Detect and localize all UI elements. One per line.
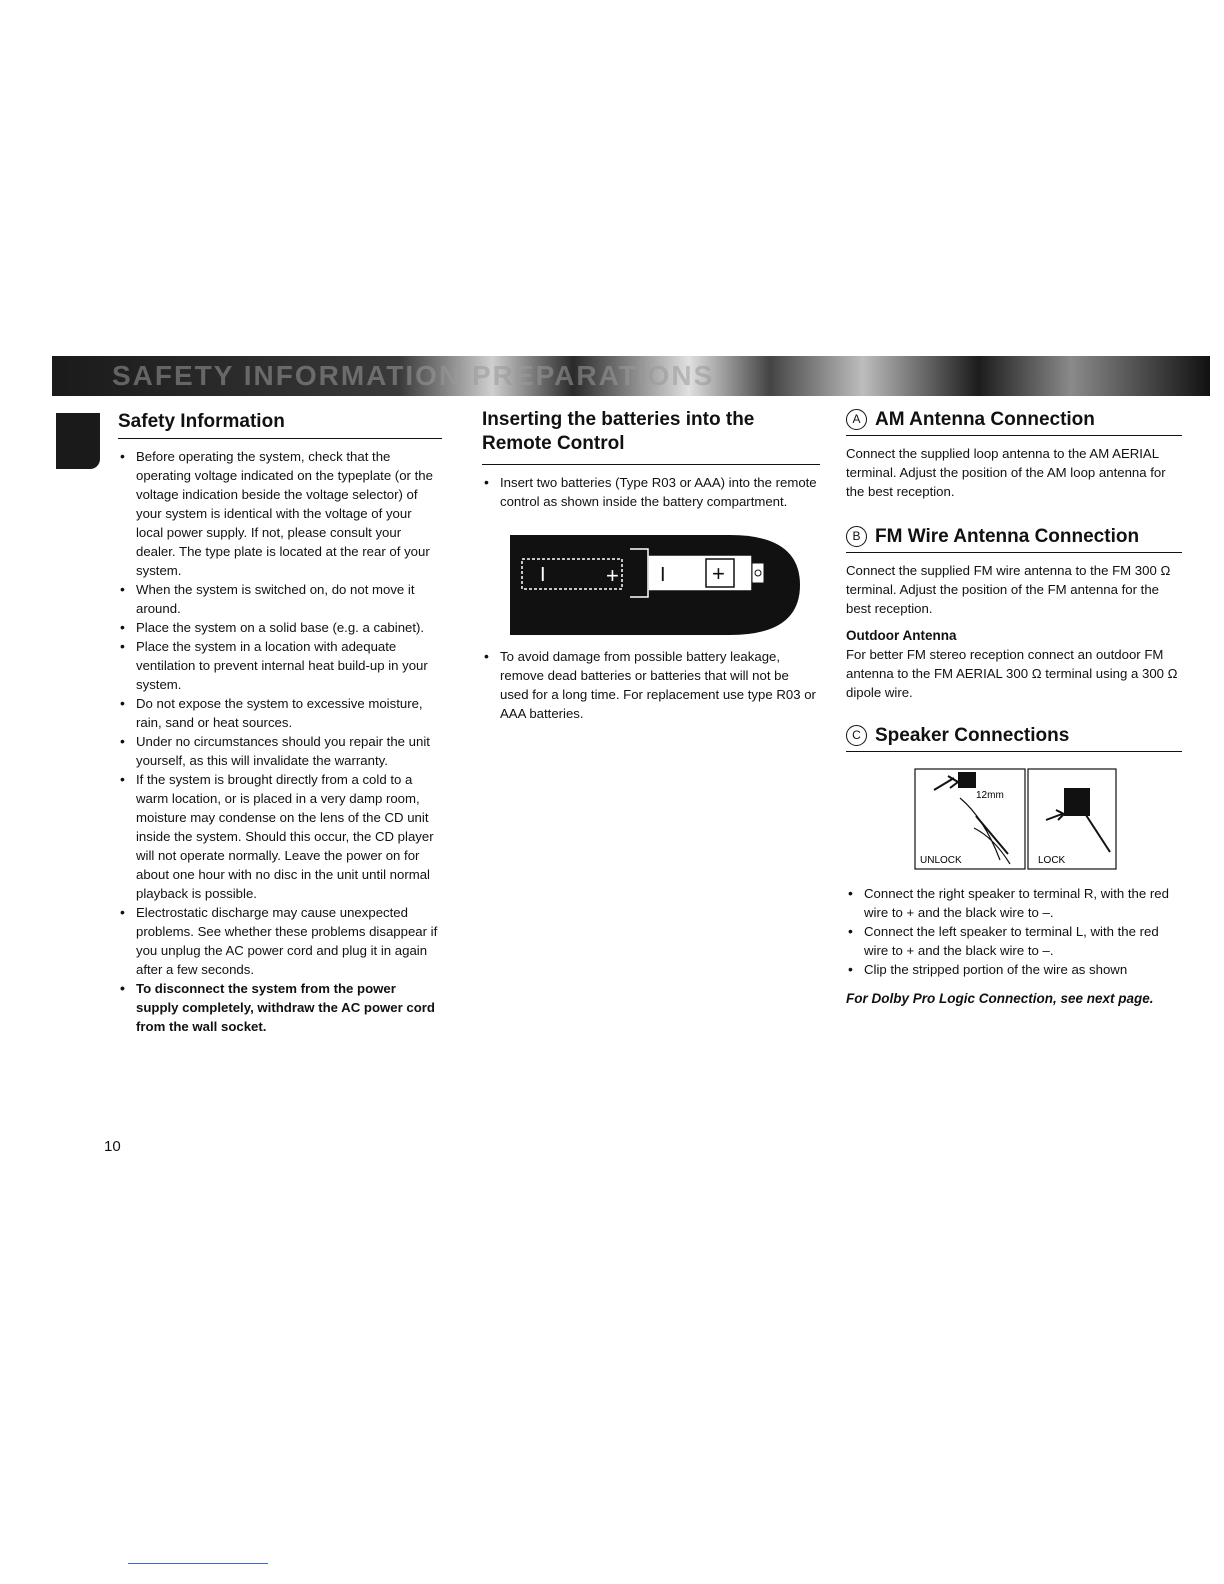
banner-left-text: SAFETY INFORMATION xyxy=(112,360,462,391)
list-item: • Electrostatic discharge may cause unexpected problems. See whether these problems disappear if you unplug the AC power cord and plug it in again after a few seconds. xyxy=(118,903,442,979)
divider xyxy=(482,464,820,465)
battery-minus-mark-2: I xyxy=(660,564,666,586)
banner-right-text: PREPARATIONS xyxy=(472,360,715,391)
list-item: • Connect the right speaker to terminal R, with the red wire to + and the black wire to –. xyxy=(846,884,1182,922)
outdoor-antenna-text: For better FM stereo reception connect an outdoor FM antenna to the FM AERIAL 300 Ω terminal using a 300 Ω dipole wire. xyxy=(846,647,1178,700)
footer-line xyxy=(128,1563,268,1564)
label-a-icon: A xyxy=(846,409,867,430)
list-item: • Place the system in a location with adequate ventilation to prevent internal heat build-up in your system. xyxy=(118,637,442,694)
lock-label: LOCK xyxy=(1038,855,1066,866)
speaker-figure xyxy=(914,768,1118,872)
list-item: • If the system is brought directly from a cold to a warm location, or is placed in a very damp room, moisture may condense on the lens of the CD unit inside the system. Should this occur, the CD player will not operate normally. Leave the power on for about one hour with no disc in the unit until normal playback is possible. xyxy=(118,770,442,903)
list-item: • Insert two batteries (Type R03 or AAA) into the remote control as shown inside the battery compartment. xyxy=(482,473,820,511)
list-item: • To avoid damage from possible battery leakage, remove dead batteries or batteries that will not be used for a long time. For replacement use type R03 or AAA batteries. xyxy=(482,647,820,723)
list-item: • Do not expose the system to excessive moisture, rain, sand or heat sources. xyxy=(118,694,442,732)
speaker-heading-text: Speaker Connections xyxy=(875,725,1070,746)
battery-plus-mark: + xyxy=(606,563,619,588)
list-item: • Clip the stripped portion of the wire as shown xyxy=(846,960,1182,979)
battery-plus-mark-2: + xyxy=(712,561,725,586)
divider xyxy=(846,751,1182,752)
list-item: • When the system is switched on, do not move it around. xyxy=(118,580,442,618)
section-banner xyxy=(52,356,1210,396)
list-item: • Before operating the system, check that the operating voltage indicated on the typeplate (or the voltage indication beside the voltage selector) of your system is identical with the voltage of your local power supply. If not, please consult your dealer. The type plate is located at the rear of your system. xyxy=(118,447,442,580)
list-item: • Place the system on a solid base (e.g. a cabinet). xyxy=(118,618,442,637)
batteries-section xyxy=(482,408,820,723)
am-heading xyxy=(846,408,1182,432)
batteries-list-1 xyxy=(482,473,820,511)
speaker-terminal-icon xyxy=(914,768,1118,872)
speaker-heading xyxy=(846,724,1182,748)
speaker-list xyxy=(846,884,1182,979)
battery-figure xyxy=(510,535,800,635)
connections-section xyxy=(846,408,1182,1008)
safety-heading: Safety Information xyxy=(118,411,285,432)
safety-section xyxy=(118,410,442,1036)
fm-text: Connect the supplied FM wire antenna to the FM 300 Ω terminal. Adjust the position of the FM antenna for the best reception. xyxy=(846,563,1171,616)
dolby-note: For Dolby Pro Logic Connection, see next page. xyxy=(846,991,1154,1006)
divider xyxy=(846,435,1182,436)
page-number: 10 xyxy=(104,1138,121,1155)
list-item-bold: • To disconnect the system from the power supply completely, withdraw the AC power cord from the wall socket. xyxy=(118,979,442,1036)
list-item: • Under no circumstances should you repair the unit yourself, as this will invalidate the warranty. xyxy=(118,732,442,770)
list-item: • Connect the left speaker to terminal L, with the red wire to + and the black wire to –. xyxy=(846,922,1182,960)
label-c-icon: C xyxy=(846,725,867,746)
battery-minus-mark: I xyxy=(540,564,546,586)
label-b-icon: B xyxy=(846,526,867,547)
fm-heading-text: FM Wire Antenna Connection xyxy=(875,526,1140,547)
unlock-label: UNLOCK xyxy=(920,855,962,866)
am-heading-text: AM Antenna Connection xyxy=(875,409,1095,430)
battery-compartment-icon xyxy=(510,535,800,635)
divider xyxy=(846,552,1182,553)
divider xyxy=(118,438,442,439)
batteries-list-2 xyxy=(482,647,820,723)
fm-heading xyxy=(846,525,1182,549)
batteries-heading: Inserting the batteries into the Remote Control xyxy=(482,409,755,454)
outdoor-antenna-heading: Outdoor Antenna xyxy=(846,628,957,643)
measure-label: 12mm xyxy=(976,790,1004,801)
am-text: Connect the supplied loop antenna to the AM AERIAL terminal. Adjust the position of the AM loop antenna for the best reception. xyxy=(846,446,1166,499)
safety-list xyxy=(118,447,442,1036)
section-tab xyxy=(56,413,100,469)
